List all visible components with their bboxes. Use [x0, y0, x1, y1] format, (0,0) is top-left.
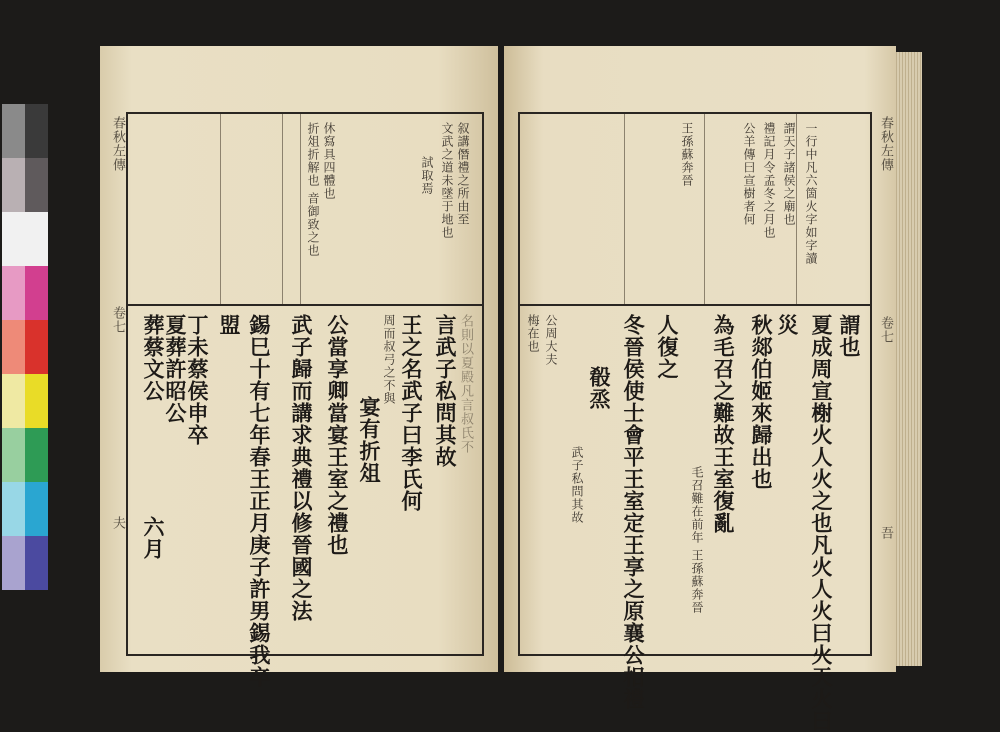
right-folio: 吾	[878, 526, 893, 540]
right-note-4: 公羊傳曰宣樹者何	[742, 122, 756, 226]
left-col-7: 武子歸而講求典禮以修晉國之法	[289, 314, 314, 622]
right-col-6: 毛召難在前年 王孫蘇奔晉	[690, 466, 704, 614]
left-page	[100, 46, 498, 688]
color-patch-gray-light	[2, 158, 48, 212]
left-col-12: 葬蔡文公	[141, 314, 166, 402]
left-note-5: 折俎折解也 音御致之也	[306, 122, 320, 257]
right-margin-volume: 卷七	[878, 316, 893, 344]
left-col-11: 夏葬許昭公	[163, 314, 188, 424]
right-page	[504, 46, 896, 732]
left-col-6: 公當享卿當宴王室之禮也	[325, 314, 350, 556]
color-patch-magenta	[2, 266, 48, 320]
right-col-8: 冬晉侯使士會平王室定王享之原襄公相禮	[621, 314, 646, 710]
right-col-9: 殽烝	[587, 366, 612, 410]
left-col-13: 六月	[141, 516, 166, 560]
right-col-7: 人復之	[655, 314, 680, 380]
left-margin-title: 春秋左傳	[110, 116, 125, 172]
left-page-divider	[126, 304, 482, 306]
right-margin-title: 春秋左傳	[878, 116, 893, 172]
open-book	[86, 40, 926, 732]
left-margin-volume: 卷七	[110, 306, 125, 334]
right-col-5: 為毛召之難故王室復亂	[711, 314, 736, 534]
right-note-1: 一行中凡六箇火字如字讀	[804, 122, 818, 265]
right-note-3: 禮記月令孟冬之月也	[762, 122, 776, 239]
left-note-3: 試取焉	[420, 156, 434, 195]
color-patch-white	[2, 212, 48, 266]
right-page-divider	[518, 304, 870, 306]
color-calibration-strip	[2, 104, 48, 590]
left-col-5: 宴有折俎	[357, 396, 382, 484]
right-col-12: 梅在也	[526, 314, 540, 353]
right-col-4: 秋郯伯姬來歸出也	[749, 314, 774, 490]
right-col-11: 公周大夫	[544, 314, 558, 366]
right-note-5: 王孫蘇奔晉	[680, 122, 694, 187]
color-patch-cyan	[2, 482, 48, 536]
left-note-1: 叙講僭禮之所由至	[456, 122, 470, 226]
left-col-10: 丁未蔡侯申卒	[185, 314, 210, 446]
color-patch-blue	[2, 536, 48, 590]
left-col-3: 王之名武子曰李氏何	[399, 314, 424, 512]
right-col-2: 夏成周宣榭火人火之也凡火人火曰火天火曰	[809, 314, 834, 732]
left-col-2: 言武子私問其故	[433, 314, 458, 468]
left-folio: 夫	[110, 516, 125, 530]
left-note-4: 休寫具四體也	[322, 122, 336, 200]
left-col-9: 盟	[217, 314, 242, 336]
right-note-2: 謂天子諸侯之廟也	[782, 122, 796, 226]
color-patch-red	[2, 320, 48, 374]
color-patch-green	[2, 428, 48, 482]
color-patch-gray	[2, 104, 48, 158]
left-note-2: 文武之道未墜于地也	[440, 122, 454, 239]
right-col-3: 災	[775, 314, 800, 336]
left-col-1: 名則以夏殿凡言叔氏不	[458, 314, 473, 454]
color-patch-yellow	[2, 374, 48, 428]
left-col-4: 周而叔弓之不與	[382, 314, 396, 405]
right-col-10: 武子私問其故	[570, 446, 584, 524]
right-col-1: 謂也	[837, 314, 862, 358]
page-edges	[894, 52, 922, 666]
left-col-8: 錫巳十有七年春王正月庚子許男錫我卒	[247, 314, 272, 688]
